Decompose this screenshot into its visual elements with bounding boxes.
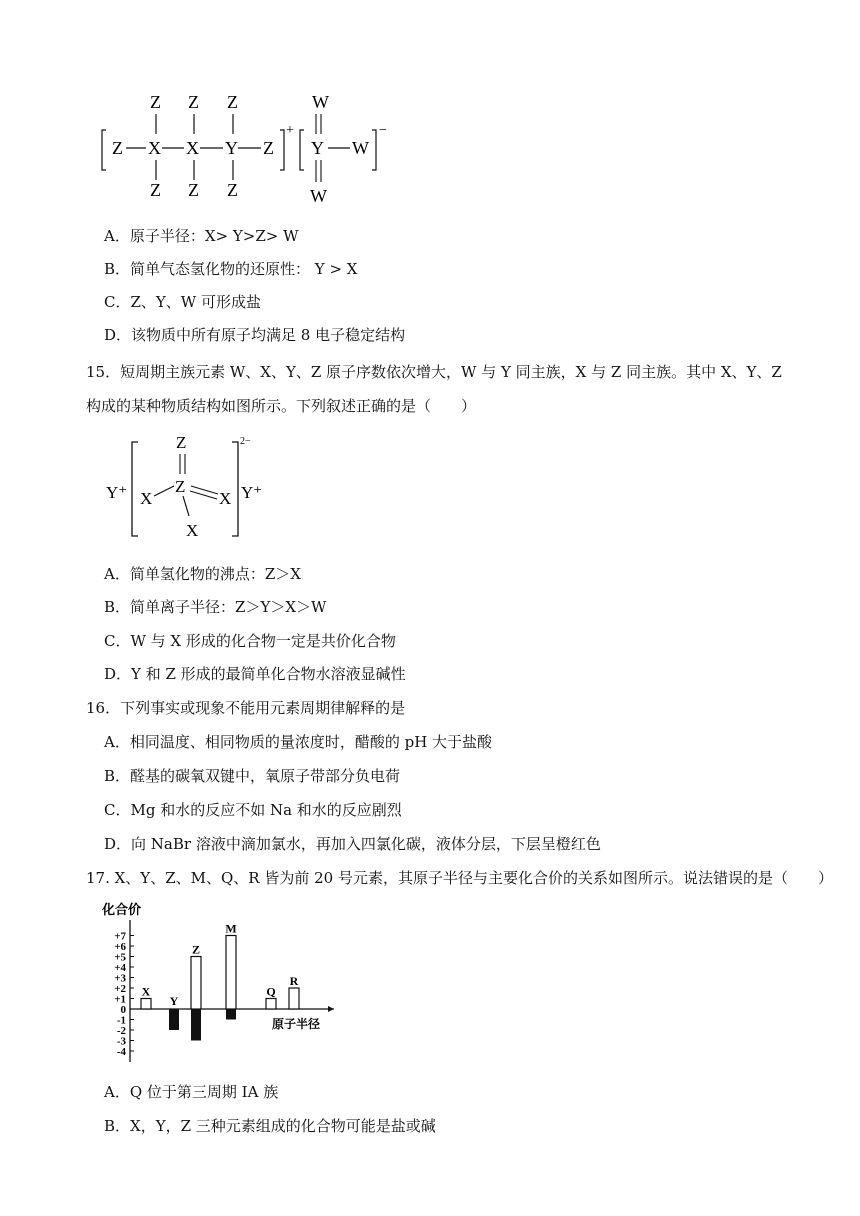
q15-option-a: A．简单氢化物的沸点：Z＞X bbox=[104, 565, 301, 583]
bar-positive-Z bbox=[191, 957, 201, 1010]
right-cation: Y⁺ bbox=[241, 483, 263, 502]
q15-option-b: B．简单离子半径：Z＞Y＞X＞W bbox=[104, 598, 327, 616]
y-tick-label: +1 bbox=[114, 993, 126, 1006]
q17-option-a: A．Q 位于第三周期 IA 族 bbox=[104, 1083, 279, 1101]
q15-option-d: D．Y 和 Z 形成的最简单化合物水溶液显碱性 bbox=[104, 665, 406, 683]
q16-option-c: C．Mg 和水的反应不如 Na 和水的反应剧烈 bbox=[104, 801, 402, 819]
bar-label-Y: Y bbox=[169, 994, 179, 1008]
bottom-x-atom: X bbox=[186, 521, 199, 540]
q16-option-b: B．醛基的碳氧双键中，氧原子带部分负电荷 bbox=[104, 767, 401, 785]
cation-atom-4: Y bbox=[225, 138, 238, 158]
structure-diagram-1 bbox=[96, 88, 406, 212]
bar-negative-Y bbox=[169, 1009, 179, 1030]
q15-stem-line2: 构成的某种物质结构如图所示。下列叙述正确的是（ ） bbox=[86, 397, 477, 415]
q14-option-b: B．简单气态氢化物的还原性： Y > X bbox=[104, 260, 358, 278]
q14-option-d: D．该物质中所有原子均满足 8 电子稳定结构 bbox=[104, 326, 406, 344]
bar-label-M: M bbox=[225, 921, 237, 936]
top-atom-1: Z bbox=[150, 92, 161, 112]
left-x-atom: X bbox=[140, 489, 153, 508]
anion-center-atom: Y bbox=[311, 138, 324, 158]
q16-stem: 16．下列事实或现象不能用元素周期律解释的是 bbox=[86, 699, 406, 717]
q15-stem-line1: 15．短周期主族元素 W、X、Y、Z 原子序数依次增大，W 与 Y 同主族，X 与 Z 同主族。其中 X、Y、Z bbox=[86, 363, 782, 381]
q16-option-d: D．向 NaBr 溶液中滴加氯水，再加入四氯化碳，液体分层，下层呈橙红色 bbox=[104, 835, 601, 853]
y-tick-label: +5 bbox=[114, 951, 126, 964]
y-tick-label: -3 bbox=[116, 1035, 126, 1048]
bar-label-R: R bbox=[289, 974, 299, 988]
q14-option-c: C．Z、Y、W 可形成盐 bbox=[104, 293, 261, 311]
q14-option-a: A．原子半径：X> Y>Z> W bbox=[104, 227, 299, 245]
bar-positive-X bbox=[141, 999, 151, 1010]
bottom-atom-2: Z bbox=[188, 180, 199, 200]
bar-negative-M bbox=[226, 1009, 236, 1020]
q15-option-c: C．W 与 X 形成的化合物一定是共价化合物 bbox=[104, 632, 396, 650]
structure-diagram-2 bbox=[104, 428, 264, 546]
bar-label-Q: Q bbox=[266, 984, 276, 999]
top-atom-2: Z bbox=[188, 92, 199, 112]
chart-ylabel: 化合价 bbox=[102, 902, 142, 917]
y-tick-label: +4 bbox=[114, 962, 126, 974]
y-tick-label: 0 bbox=[120, 1004, 126, 1016]
center-z-atom: Z bbox=[175, 477, 186, 496]
y-tick-label: +3 bbox=[114, 972, 126, 985]
bar-positive-M bbox=[226, 936, 236, 1010]
bar-negative-Z bbox=[191, 1009, 201, 1041]
top-atom-3: Z bbox=[227, 92, 238, 112]
anion-charge-2: 2− bbox=[240, 436, 251, 447]
y-tick-label: +2 bbox=[114, 983, 126, 995]
y-tick-label: -1 bbox=[116, 1014, 126, 1027]
cation-atom-2: X bbox=[148, 138, 161, 158]
left-cation: Y⁺ bbox=[106, 483, 128, 502]
cation-atom-3: X bbox=[186, 138, 199, 158]
anion-bottom-atom: W bbox=[310, 186, 327, 206]
q16-option-a: A．相同温度、相同物质的量浓度时，醋酸的 pH 大于盐酸 bbox=[104, 733, 493, 751]
valence-radius-chart bbox=[96, 900, 346, 1070]
bottom-atom-1: Z bbox=[150, 180, 161, 200]
top-z-atom: Z bbox=[176, 433, 187, 452]
q17-option-b: B．X，Y，Z 三种元素组成的化合物可能是盐或碱 bbox=[104, 1117, 436, 1135]
right-x-atom: X bbox=[219, 489, 232, 508]
y-tick-label: -2 bbox=[116, 1025, 126, 1037]
y-tick-label: +6 bbox=[114, 941, 126, 953]
anion-charge: − bbox=[379, 123, 387, 138]
bottom-atom-3: Z bbox=[227, 180, 238, 200]
bar-positive-R bbox=[289, 988, 299, 1009]
bar-label-X: X bbox=[141, 984, 151, 999]
cation-atom-5: Z bbox=[263, 138, 274, 158]
y-tick-label: -4 bbox=[116, 1046, 126, 1058]
chart-xlabel: 原子半径 bbox=[272, 1017, 321, 1031]
bar-positive-Q bbox=[266, 999, 276, 1010]
bar-label-Z: Z bbox=[191, 942, 201, 957]
anion-right-atom: W bbox=[352, 138, 369, 158]
anion-top-atom: W bbox=[312, 92, 329, 112]
cation-charge: + bbox=[286, 123, 294, 138]
y-tick-label: +7 bbox=[114, 930, 126, 943]
cation-atom-1: Z bbox=[112, 138, 123, 158]
q17-stem: 17. X、Y、Z、M、Q、R 皆为前 20 号元素，其原子半径与主要化合价的关系如图所示。说法错误的是（ ） bbox=[86, 869, 833, 887]
